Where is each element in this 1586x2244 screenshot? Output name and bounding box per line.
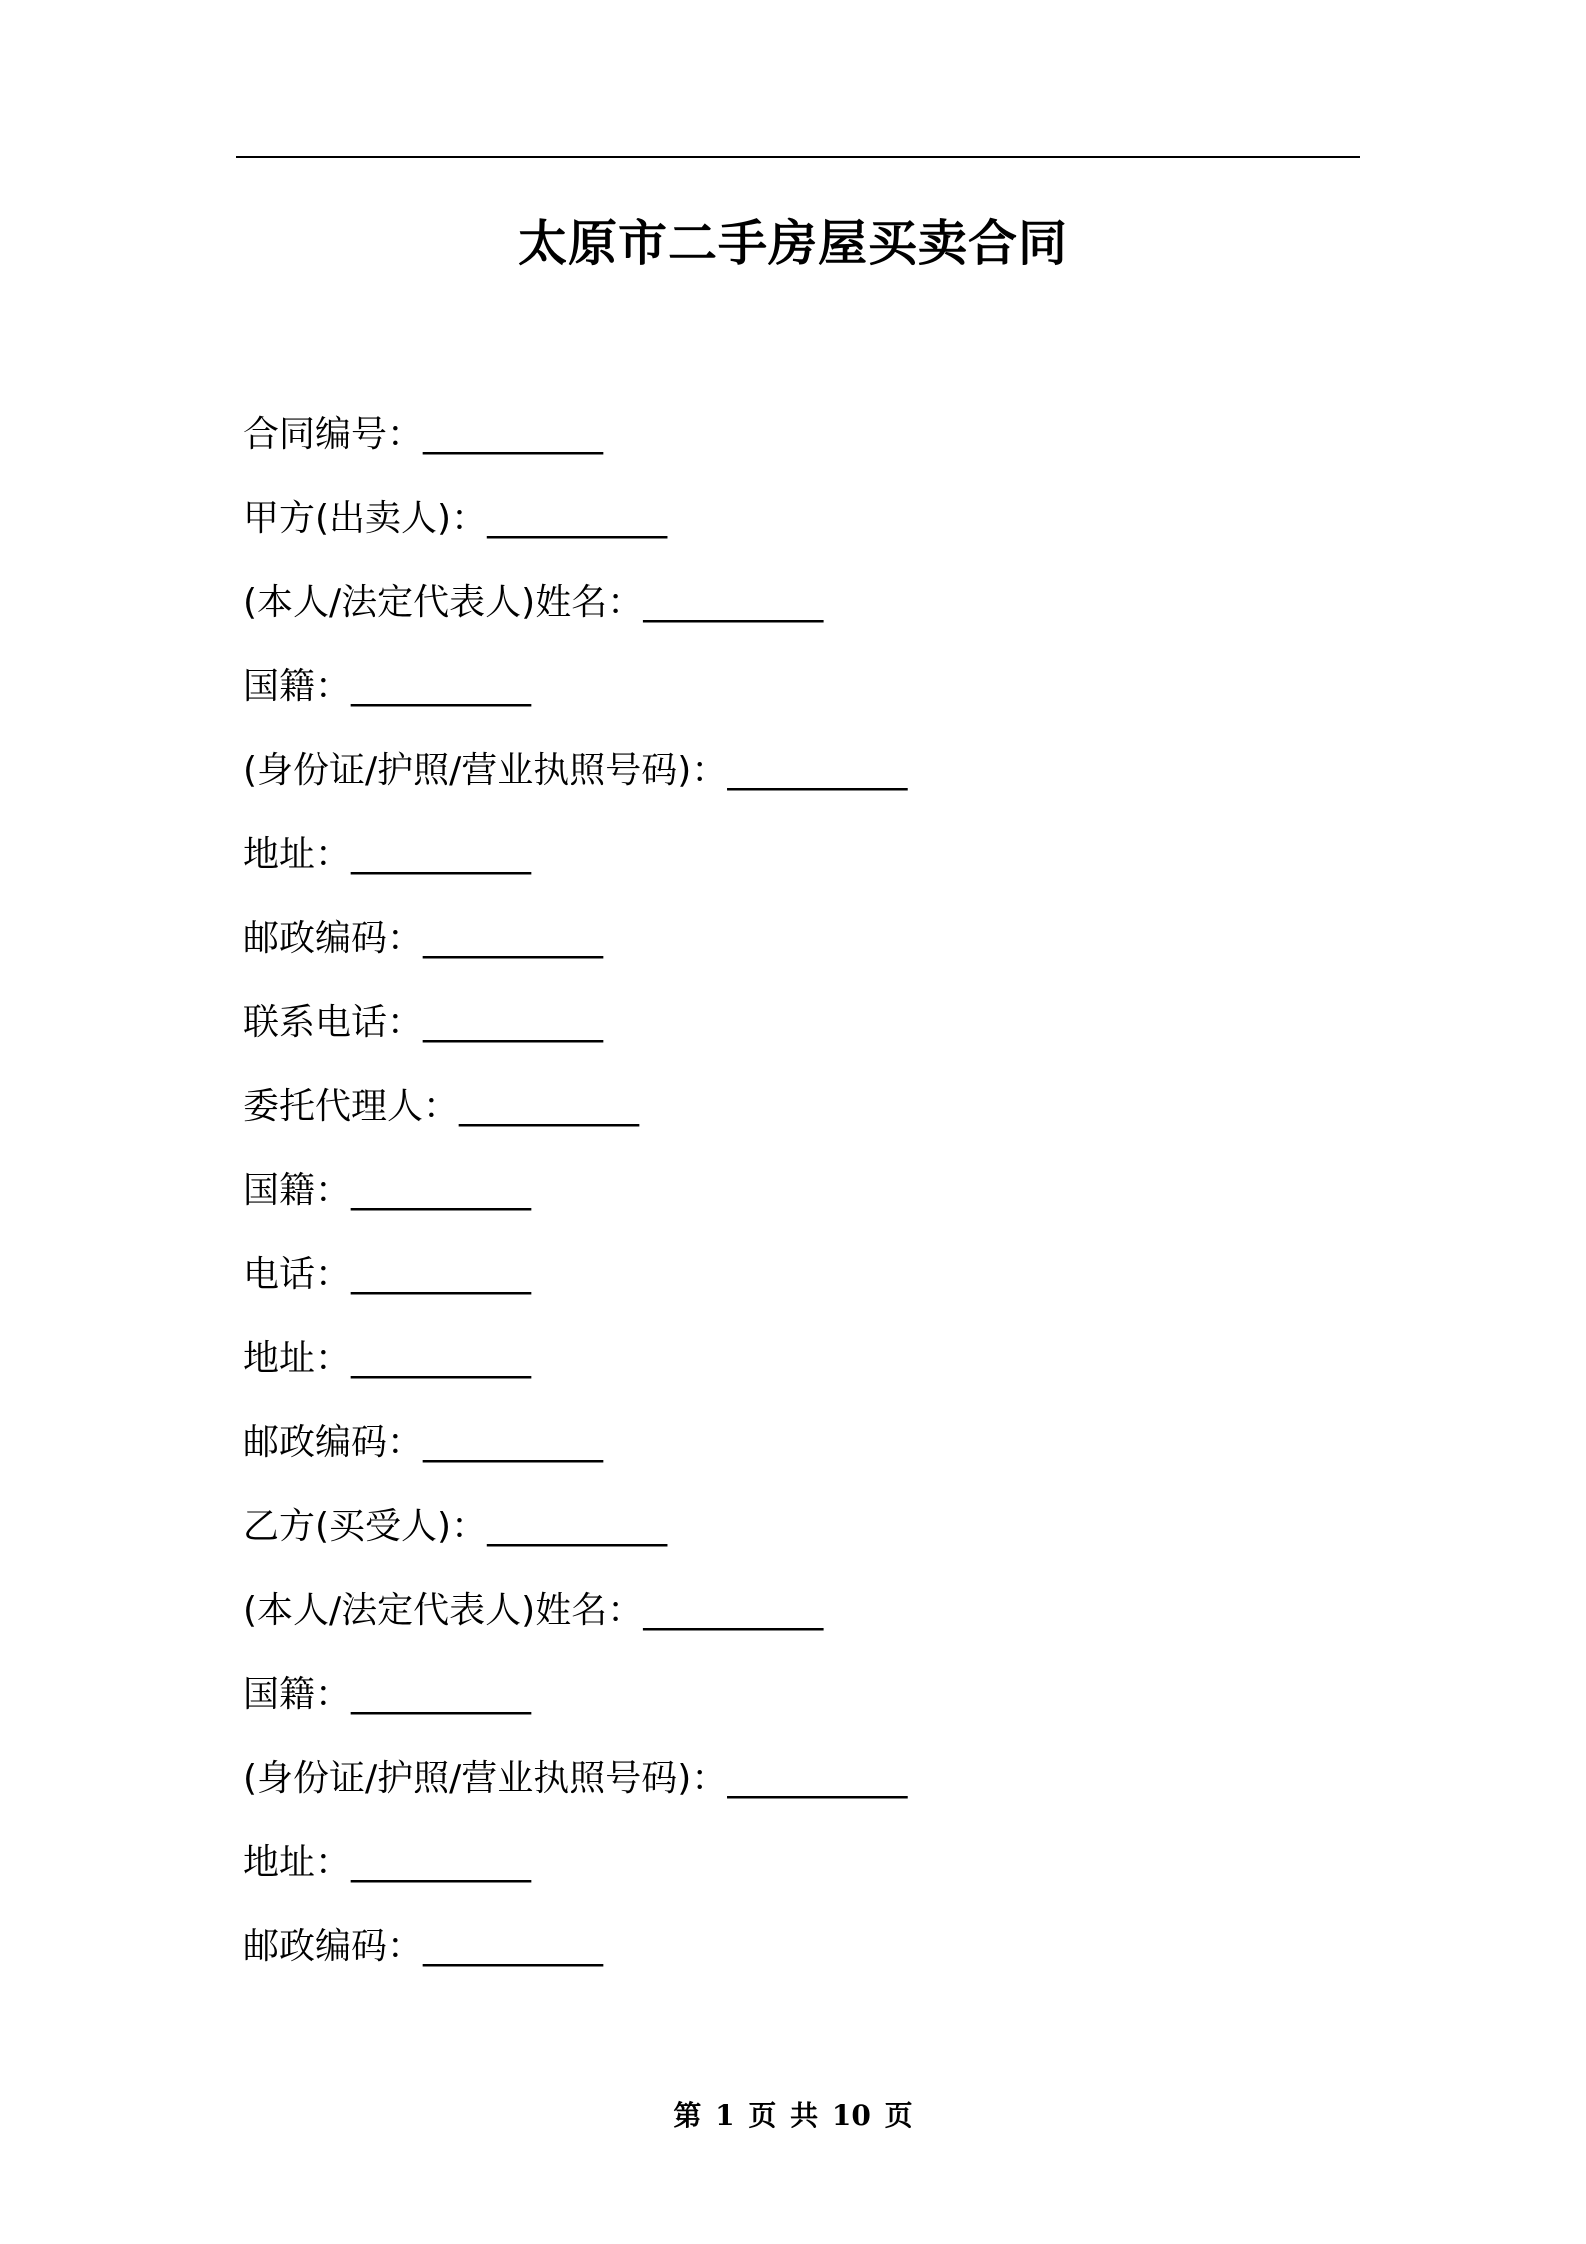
field-row: [243, 1416, 1343, 1500]
field-row: [243, 996, 1343, 1080]
field-blank-line: __________: [423, 1002, 604, 1043]
field-blank-line: __________: [487, 1506, 668, 1547]
document-title: 太原市二手房屋买卖合同: [517, 215, 1068, 272]
page-number-footer: 第 1 页 共 10 页: [673, 2099, 913, 2132]
field-blank-line: __________: [643, 1590, 824, 1631]
field-label: 联系电话：: [243, 1002, 424, 1043]
field-label: 国籍：: [243, 666, 352, 707]
field-blank-line: __________: [459, 1086, 640, 1127]
field-blank-line: __________: [487, 498, 668, 539]
field-row: [243, 1164, 1343, 1248]
field-row: [243, 744, 1343, 828]
field-row: [243, 408, 1343, 492]
field-label: 邮政编码：: [243, 918, 424, 959]
field-label: 地址：: [243, 834, 352, 875]
field-row: [243, 1752, 1343, 1836]
field-blank-line: __________: [423, 918, 604, 959]
field-label: 委托代理人：: [243, 1086, 460, 1127]
field-row: [243, 1836, 1343, 1920]
field-label: 地址：: [243, 1842, 352, 1883]
field-blank-line: __________: [351, 1254, 532, 1295]
field-blank-line: __________: [351, 1842, 532, 1883]
field-blank-line: __________: [643, 582, 824, 623]
field-row: [243, 1332, 1343, 1416]
field-row: [243, 1248, 1343, 1332]
field-row: [243, 576, 1343, 660]
field-blank-line: __________: [351, 1674, 532, 1715]
field-label: 电话：: [243, 1254, 352, 1295]
field-blank-line: __________: [351, 1338, 532, 1379]
field-row: [243, 1668, 1343, 1752]
field-blank-line: __________: [423, 414, 604, 455]
field-row: [243, 660, 1343, 744]
field-label: (身份证/护照/营业执照号码)：: [243, 1758, 728, 1799]
field-label: 甲方(出卖人)：: [243, 498, 488, 539]
field-blank-line: __________: [351, 834, 532, 875]
field-row: [243, 1080, 1343, 1164]
field-label: 邮政编码：: [243, 1422, 424, 1463]
header-rule: [236, 156, 1360, 158]
field-blank-line: __________: [351, 1170, 532, 1211]
field-row: [243, 1584, 1343, 1668]
field-row: [243, 1500, 1343, 1584]
field-row: [243, 912, 1343, 996]
contract-fields: [243, 408, 1343, 2004]
field-label: (身份证/护照/营业执照号码)：: [243, 750, 728, 791]
field-row: [243, 492, 1343, 576]
field-blank-line: __________: [727, 1758, 908, 1799]
field-label: 邮政编码：: [243, 1926, 424, 1967]
field-label: 合同编号：: [243, 414, 424, 455]
field-label: (本人/法定代表人)姓名：: [243, 582, 644, 623]
field-blank-line: __________: [423, 1422, 604, 1463]
field-label: 乙方(买受人)：: [243, 1506, 488, 1547]
field-label: 地址：: [243, 1338, 352, 1379]
field-label: 国籍：: [243, 1170, 352, 1211]
field-blank-line: __________: [423, 1926, 604, 1967]
field-label: 国籍：: [243, 1674, 352, 1715]
field-row: [243, 828, 1343, 912]
field-blank-line: __________: [351, 666, 532, 707]
field-label: (本人/法定代表人)姓名：: [243, 1590, 644, 1631]
field-blank-line: __________: [727, 750, 908, 791]
field-row: [243, 1920, 1343, 2004]
